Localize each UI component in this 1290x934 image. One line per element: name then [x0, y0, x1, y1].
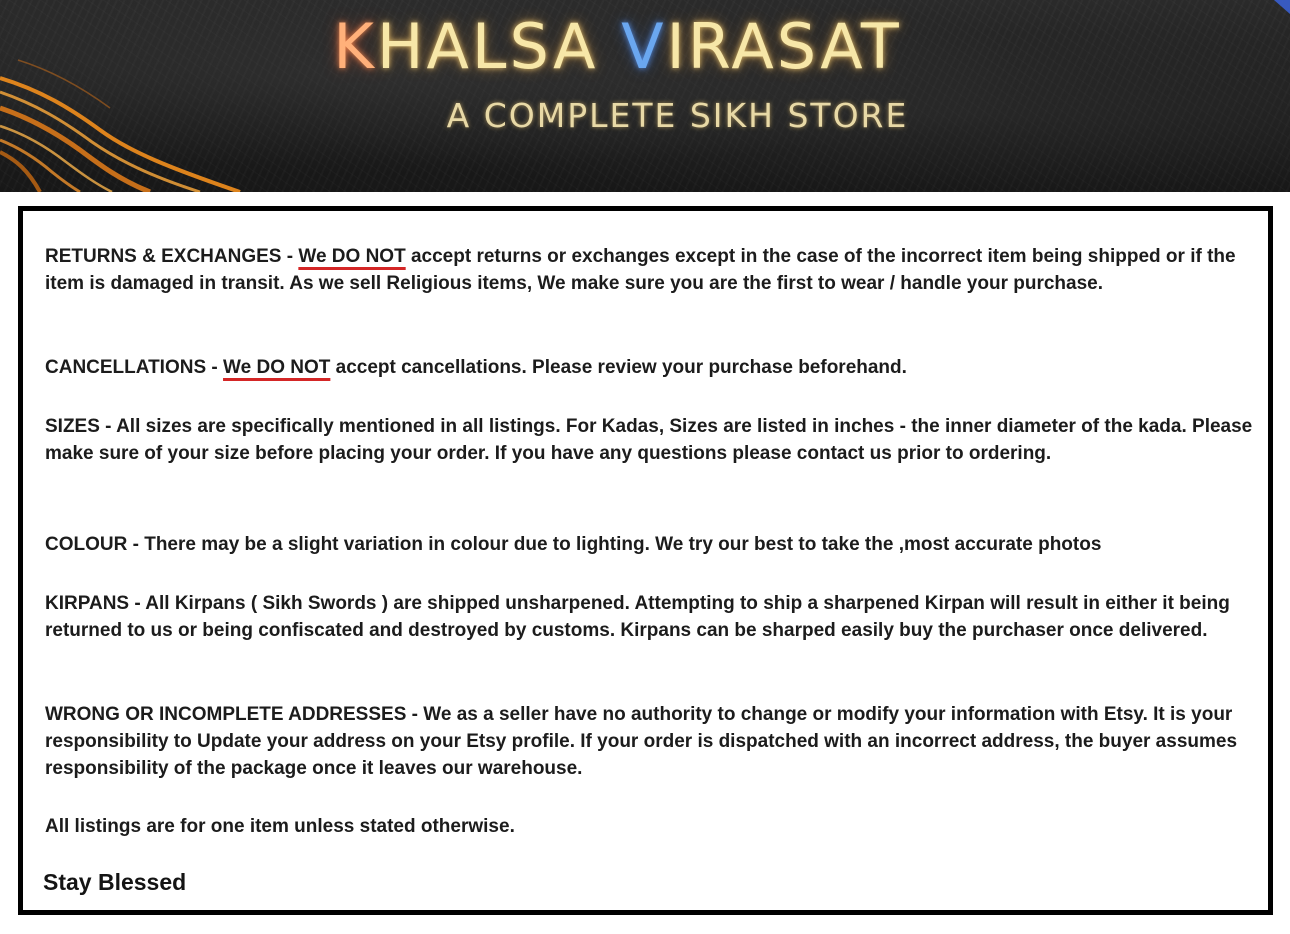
kirpans-policy: KIRPANS - All Kirpans ( Sikh Swords ) are shipped unsharpened. Attempting to ship a sharpened Kirpan will result in either it being returned to us or being confiscated and destroyed by customs. Kirpans can be sharped easily buy the purchaser once delivered. [45, 593, 1230, 641]
sizes-policy: SIZES - All sizes are specifically mentioned in all listings. For Kadas, Sizes are listed in inches - the inner diameter of the kada. Please make sure of your size before placing your order. If you have any questions please contact us prior to ordering. [45, 416, 1253, 464]
cancellations-policy [45, 354, 1255, 381]
returns-policy-emphasis: We DO NOT [298, 246, 406, 267]
cancellations-policy-text: accept cancellations. Please review your purchase beforehand. [330, 357, 907, 378]
store-tagline: A COMPLETE SIKH STORE [446, 96, 909, 135]
colour-policy: COLOUR - There may be a slight variation in colour due to lighting. We try our best to take the ,most accurate photos [45, 534, 1102, 555]
blue-corner-accent [1270, 0, 1290, 18]
signoff: Stay Blessed [43, 869, 187, 895]
listings-note: All listings are for one item unless stated otherwise. [45, 816, 515, 837]
cancellations-policy-label: CANCELLATIONS - [45, 357, 224, 378]
store-name-letter-v: V [621, 10, 667, 83]
returns-policy-text: accept returns or exchanges except in the case of the incorrect item being shipped or if the item is damaged in transit. As we sell Religious items, We make sure you are the first to wear / handle your purchase. [45, 246, 1236, 294]
shop-policies-panel [18, 206, 1273, 915]
cancellations-policy-emphasis: We DO NOT [223, 357, 331, 378]
store-name-part-halsa: HALSA [376, 10, 622, 83]
returns-policy [45, 243, 1255, 297]
addresses-policy: WRONG OR INCOMPLETE ADDRESSES - We as a seller have no authority to change or modify your information with Etsy. It is your responsibility to Update your address on your Etsy profile. If your order is dispatched with an incorrect address, the buyer assumes responsibility of the package once it leaves our warehouse. [45, 704, 1238, 779]
store-banner [0, 0, 1290, 192]
returns-policy-label: RETURNS & EXCHANGES - [45, 246, 299, 267]
store-name-part-irasat: IRASAT [666, 10, 902, 83]
store-name-letter-k: K [333, 10, 377, 83]
store-name [0, 10, 1235, 83]
